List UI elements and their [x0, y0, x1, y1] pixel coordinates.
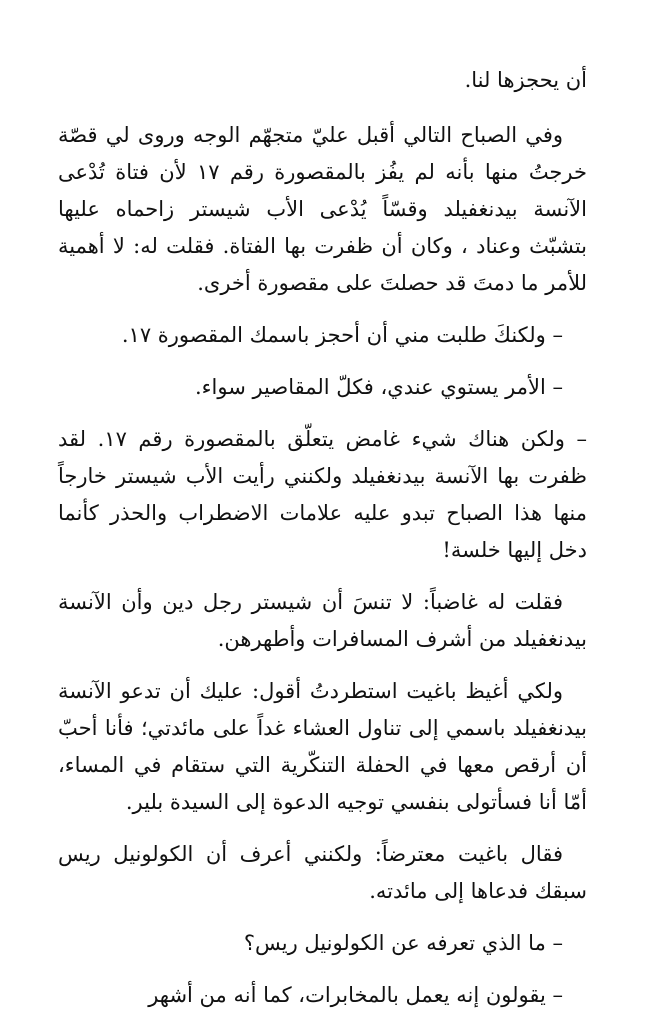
paragraph-4: ولكي أغيظ باغيت استطردتُ أقول: عليك أن تدعو الآنسة بيدنغفيلد باسمي إلى تناول العشاء غداً على مائدتي؛ فأنا أحبّ أن أرقص معها في الحفلة التنكّرية التي ستقام في المساء، أمّا أنا فسأتولى بنفسي توجيه الدعوة إلى السيدة بلير. [58, 679, 587, 814]
paragraph-3: فقلت له غاضباً: لا تنسَ أن شيستر رجل دين وأن الآنسة بيدنغفيلد من أشرف المسافرات وأطهرهن. [58, 590, 587, 651]
paragraph-5: فقال باغيت معترضاً: ولكنني أعرف أن الكولونيل ريس سبقك فدعاها إلى مائدته. [58, 842, 587, 903]
dialogue-line-2: – الأمر يستوي عندي، فكلّ المقاصير سواء. [194, 375, 563, 399]
dialogue-line-4: – ما الذي تعرفه عن الكولونيل ريس؟ [243, 931, 563, 955]
dialogue-line-5: – يقولون إنه يعمل بالمخابرات، كما أنه من أشهر [148, 983, 563, 1007]
paragraph-2: وفي الصباح التالي أقبل عليّ متجهّم الوجه وروى لي قصّة خرجتُ منها بأنه لم يفُز بالمقصورة رقم ١٧ لأن فتاة تُدْعى الآنسة بيدنغفيلد وقسّاً يُدْعى الأب شيستر زاحماه عليها بتشبّث وعناد ، وكان أن ظفرت بها الفتاة. فقلت له: لا أهمية للأمر ما دمتَ قد حصلتَ على مقصورة أخرى. [58, 123, 587, 295]
paragraph-1: أن يحجزها لنا. [464, 68, 587, 92]
dialogue-line-3: – ولكن هناك شيء غامض يتعلّق بالمقصورة رقم ١٧. لقد ظفرت بها الآنسة بيدنغفيلد ولكنني رأيت الأب شيستر خارجاً منها هذا الصباح تبدو عليه علامات الاضطراب والحذر كأنما دخل إليها خلسة! [58, 427, 587, 562]
dialogue-line-1: – ولكنكَ طلبت مني أن أحجز باسمك المقصورة ١٧. [121, 323, 563, 347]
